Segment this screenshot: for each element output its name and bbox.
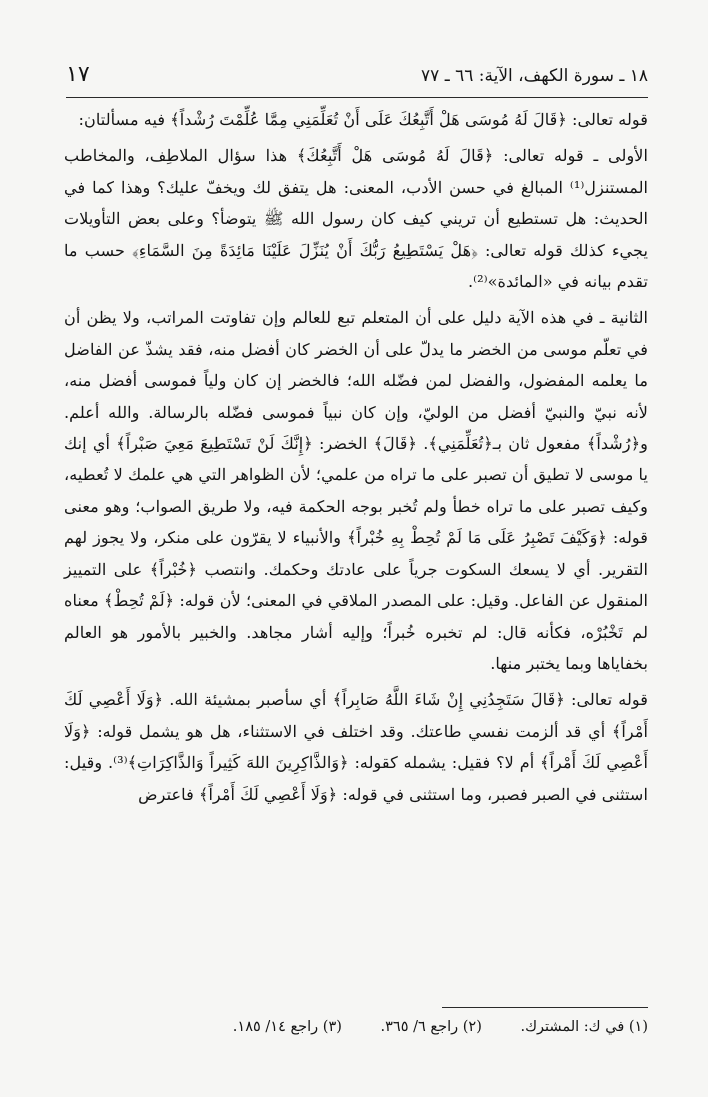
header-title: ١٨ ـ سورة الكهف، الآية: ٦٦ ـ ٧٧: [421, 66, 648, 86]
paragraph-intro: قوله تعالى: ﴿قَالَ لَهُ مُوسَى هَلْ أَتَّبِعُكَ عَلَى أَنْ تُعَلِّمَنِي مِمَّا عُلِّمْتَ رُشْداً﴾ فيه مسألتان:: [78, 110, 648, 129]
footnote-1: (١) في ك: المشترك.: [520, 1019, 648, 1035]
paragraph-first-issue: الأولى ـ قوله تعالى: ﴿قَالَ لَهُ مُوسَى هَلْ أَتَّبِعُكَ﴾ هذا سؤال الملاطِف، والمخاطب المستنزل⁽¹⁾ المبالغ في حسن الأدب، المعنى: هل يتفق لك ويخفّ عليك؟ وهذا كما في الحديث: هل تستطيع أن تريني كيف كان رسول الله ﷺ يتوضأ؟ وعلى بعض التأويلات يجيء كذلك قوله تعالى: ﴿هَلْ يَسْتَطِيعُ رَبُّكَ أَنْ يُنَزِّلَ عَلَيْنَا مَائِدَةً مِنَ السَّمَاءِ﴾ حسب ما تقدم بيانه في «المائدة»⁽²⁾.: [64, 146, 648, 292]
running-header: [66, 62, 648, 94]
header-divider: [66, 97, 648, 98]
footnote-2: (٢) راجع ٦/ ٣٦٥.: [380, 1019, 482, 1035]
paragraph-second-issue: الثانية ـ في هذه الآية دليل على أن المتعلم تبع للعالم وإن تفاوتت المراتب، ولا يظن أن في تعلّم موسى من الخضر ما يدلّ على أن الخضر كان أفضل منه، فقد يشذّ عن الفاضل ما يعلمه المفضول، والفضل لمن فضّله الله؛ فالخضر إن كان ولياً فموسى أفضل منه، لأنه نبيّ والنبيّ أفضل من الوليّ، وإن كان نبياً فموسى فضّله بالرسالة. والله أعلم. و﴿رُشْداً﴾ مفعول ثان بـ﴿تُعَلِّمَنِي﴾. ﴿قَالَ﴾ الخضر: ﴿إِنَّكَ لَنْ تَسْتَطِيعَ مَعِيَ صَبْراً﴾ أي إنك يا موسى لا تطيق أن تصبر على ما تراه من علمي؛ لأن الظواهر التي هي علمك لا تُعطيه، وكيف تصبر على ما تراه خطأ ولم تُخبر بوجه الحكمة فيه، ولا طريق الصواب؛ وهو معنى قوله: ﴿وَكَيْفَ تَصْبِرُ عَلَى مَا لَمْ تُحِطْ بِهِ خُبْراً﴾ والأنبياء لا يقرّون على منكر، ولا يجوز لهم التقرير. أي لا يسعك السكوت جرياً على عادتك وحكمك. وانتصب ﴿خُبْراً﴾ على التمييز المنقول عن الفاعل. وقيل: على المصدر الملاقي في المعنى؛ لأن قوله: ﴿لَمْ تُحِطْ﴾ معناه لم تَخْبُرْه، فكأنه قال: لم تخبره خُبراً؛ وإليه أشار مجاهد. والخبير بالأمور هو العالم بخفاياها وبما يختبر منها.: [64, 308, 648, 673]
footnote-3: (٣) راجع ١٤/ ١٨٥.: [232, 1019, 342, 1035]
footnotes: [64, 1013, 648, 1041]
body-text: [64, 104, 648, 810]
page-number: ١٧: [66, 62, 90, 87]
footnote-divider: [442, 1007, 648, 1008]
paragraph-patience: قوله تعالى: ﴿قَالَ سَتَجِدُنِي إِنْ شَاءَ اللَّهُ صَابِراً﴾ أي سأصبر بمشيئة الله. ﴿وَلَا أَعْصِي لَكَ أَمْراً﴾ أي قد ألزمت نفسي طاعتك. وقد اختلف في الاستثناء، هل هو يشمل قوله: ﴿وَلَا أَعْصِي لَكَ أَمْراً﴾ أم لا؟ فقيل: يشمله كقوله: ﴿وَالذَّاكِرِينَ اللهَ كَثِيراً وَالذَّاكِرَاتِ﴾⁽³⁾. وقيل: استثنى في الصبر فصبر، وما استثنى في قوله: ﴿وَلَا أَعْصِي لَكَ أَمْراً﴾ فاعترض: [64, 690, 648, 804]
